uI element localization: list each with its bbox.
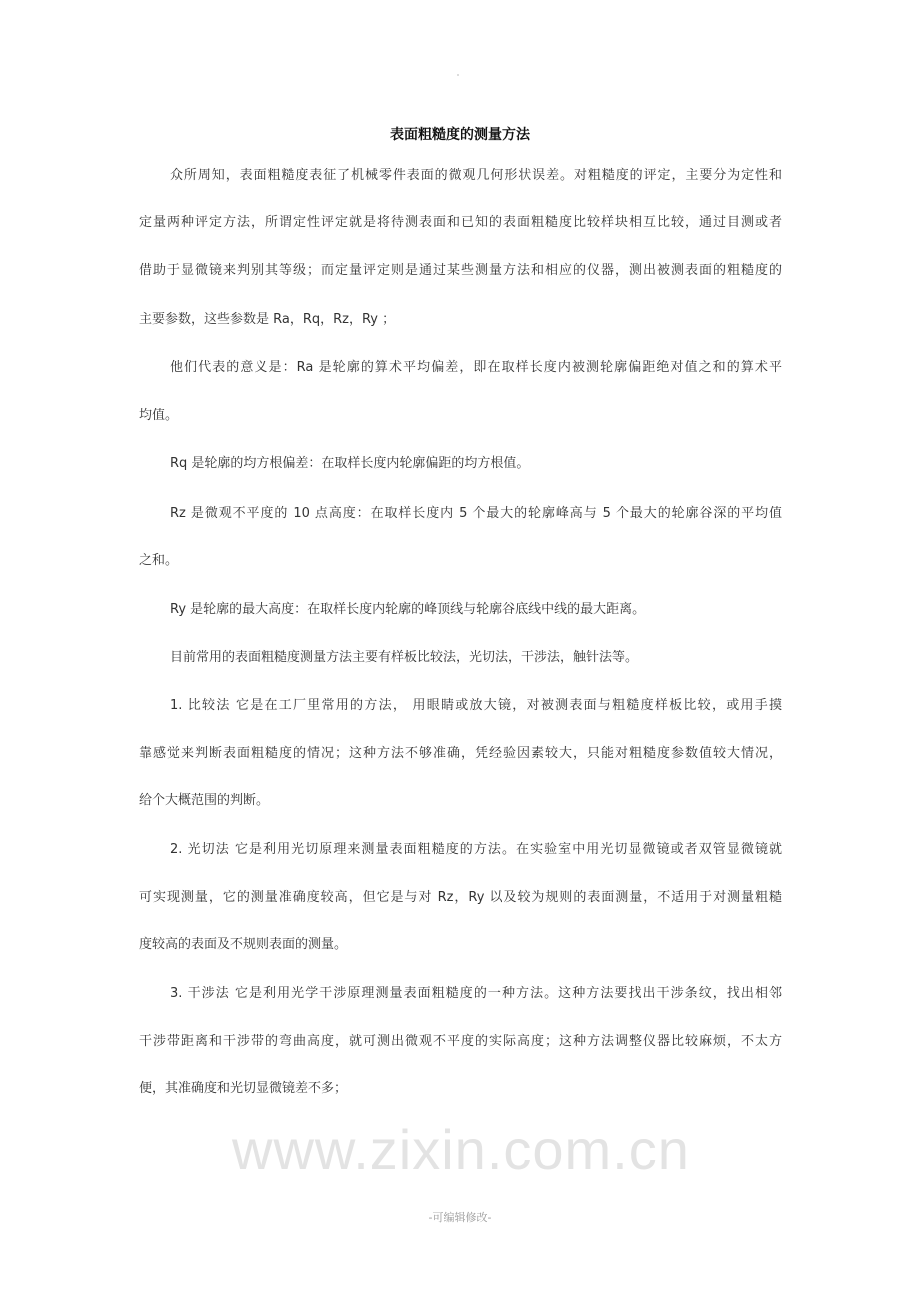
paragraph-line: 众所周知，表面粗糙度表征了机械零件表面的微观几何形状误差。对粗糙度的评定，主要分为定性和: [170, 168, 782, 183]
paragraph-line: 借助于显微镜来判别其等级；而定量评定则是通过某些测量方法和相应的仪器，测出被测表面的粗糙度的: [139, 263, 782, 278]
paragraph-line: 度较高的表面及不规则表面的测量。: [139, 937, 348, 952]
paragraph-line: 靠感觉来判断表面粗糙度的情况；这种方法不够准确，凭经验因素较大，只能对粗糙度参数值较大情况，: [139, 746, 782, 761]
paragraph-line: 他们代表的意义是：Ra 是轮廓的算术平均偏差，即在取样长度内被测轮廓偏距绝对值之和的算术平: [170, 360, 782, 375]
watermark: www.zixin.com.cn: [232, 1118, 690, 1181]
paragraph-line: 给个大概范围的判断。: [139, 793, 270, 808]
paragraph-line: 目前常用的表面粗糙度测量方法主要有样板比较法，光切法，干涉法，触针法等。: [170, 650, 639, 665]
paragraph-line: 2. 光切法 它是利用光切原理来测量表面粗糙度的方法。在实验室中用光切显微镜或者双管显微镜就: [170, 842, 782, 857]
paragraph-line: 3. 干涉法 它是利用光学干涉原理测量表面粗糙度的一种方法。这种方法要找出干涉条纹，找出相邻: [170, 986, 782, 1001]
page-marker-dot: [457, 74, 459, 76]
paragraph-line: Rq 是轮廓的均方根偏差：在取样长度内轮廓偏距的均方根值。: [170, 456, 530, 471]
paragraph-line: 1. 比较法 它是在工厂里常用的方法， 用眼睛或放大镜，对被测表面与粗糙度样板比较，或用手摸: [170, 698, 782, 713]
paragraph-line: 均值。: [139, 408, 179, 423]
paragraph-line: 主要参数，这些参数是 Ra，Rq，Rz，Ry ；: [139, 312, 396, 327]
paragraph-line: 便，其准确度和光切显微镜差不多；: [139, 1081, 348, 1096]
paragraph-line: 可实现测量，它的测量准确度较高，但它是与对 Rz，Ry 以及较为规则的表面测量，不适用于对测量粗糙: [139, 890, 782, 905]
paragraph-line: 之和。: [139, 553, 179, 568]
paragraph-line: Rz 是微观不平度的 10 点高度：在取样长度内 5 个最大的轮廓峰高与 5 个最大的轮廓谷深的平均值: [170, 506, 782, 521]
paragraph-line: Ry 是轮廓的最大高度：在取样长度内轮廓的峰顶线与轮廓谷底线中线的最大距离。: [170, 602, 646, 617]
paragraph-line: 干涉带距离和干涉带的弯曲高度，就可测出微观不平度的实际高度；这种方法调整仪器比较麻烦，不太方: [139, 1034, 782, 1049]
paragraph-line: 定量两种评定方法，所谓定性评定就是将待测表面和已知的表面粗糙度比较样块相互比较，通过目测或者: [139, 215, 782, 230]
document-title: 表面粗糙度的测量方法: [390, 127, 530, 143]
page-footer: -可编辑修改-: [428, 1211, 492, 1224]
